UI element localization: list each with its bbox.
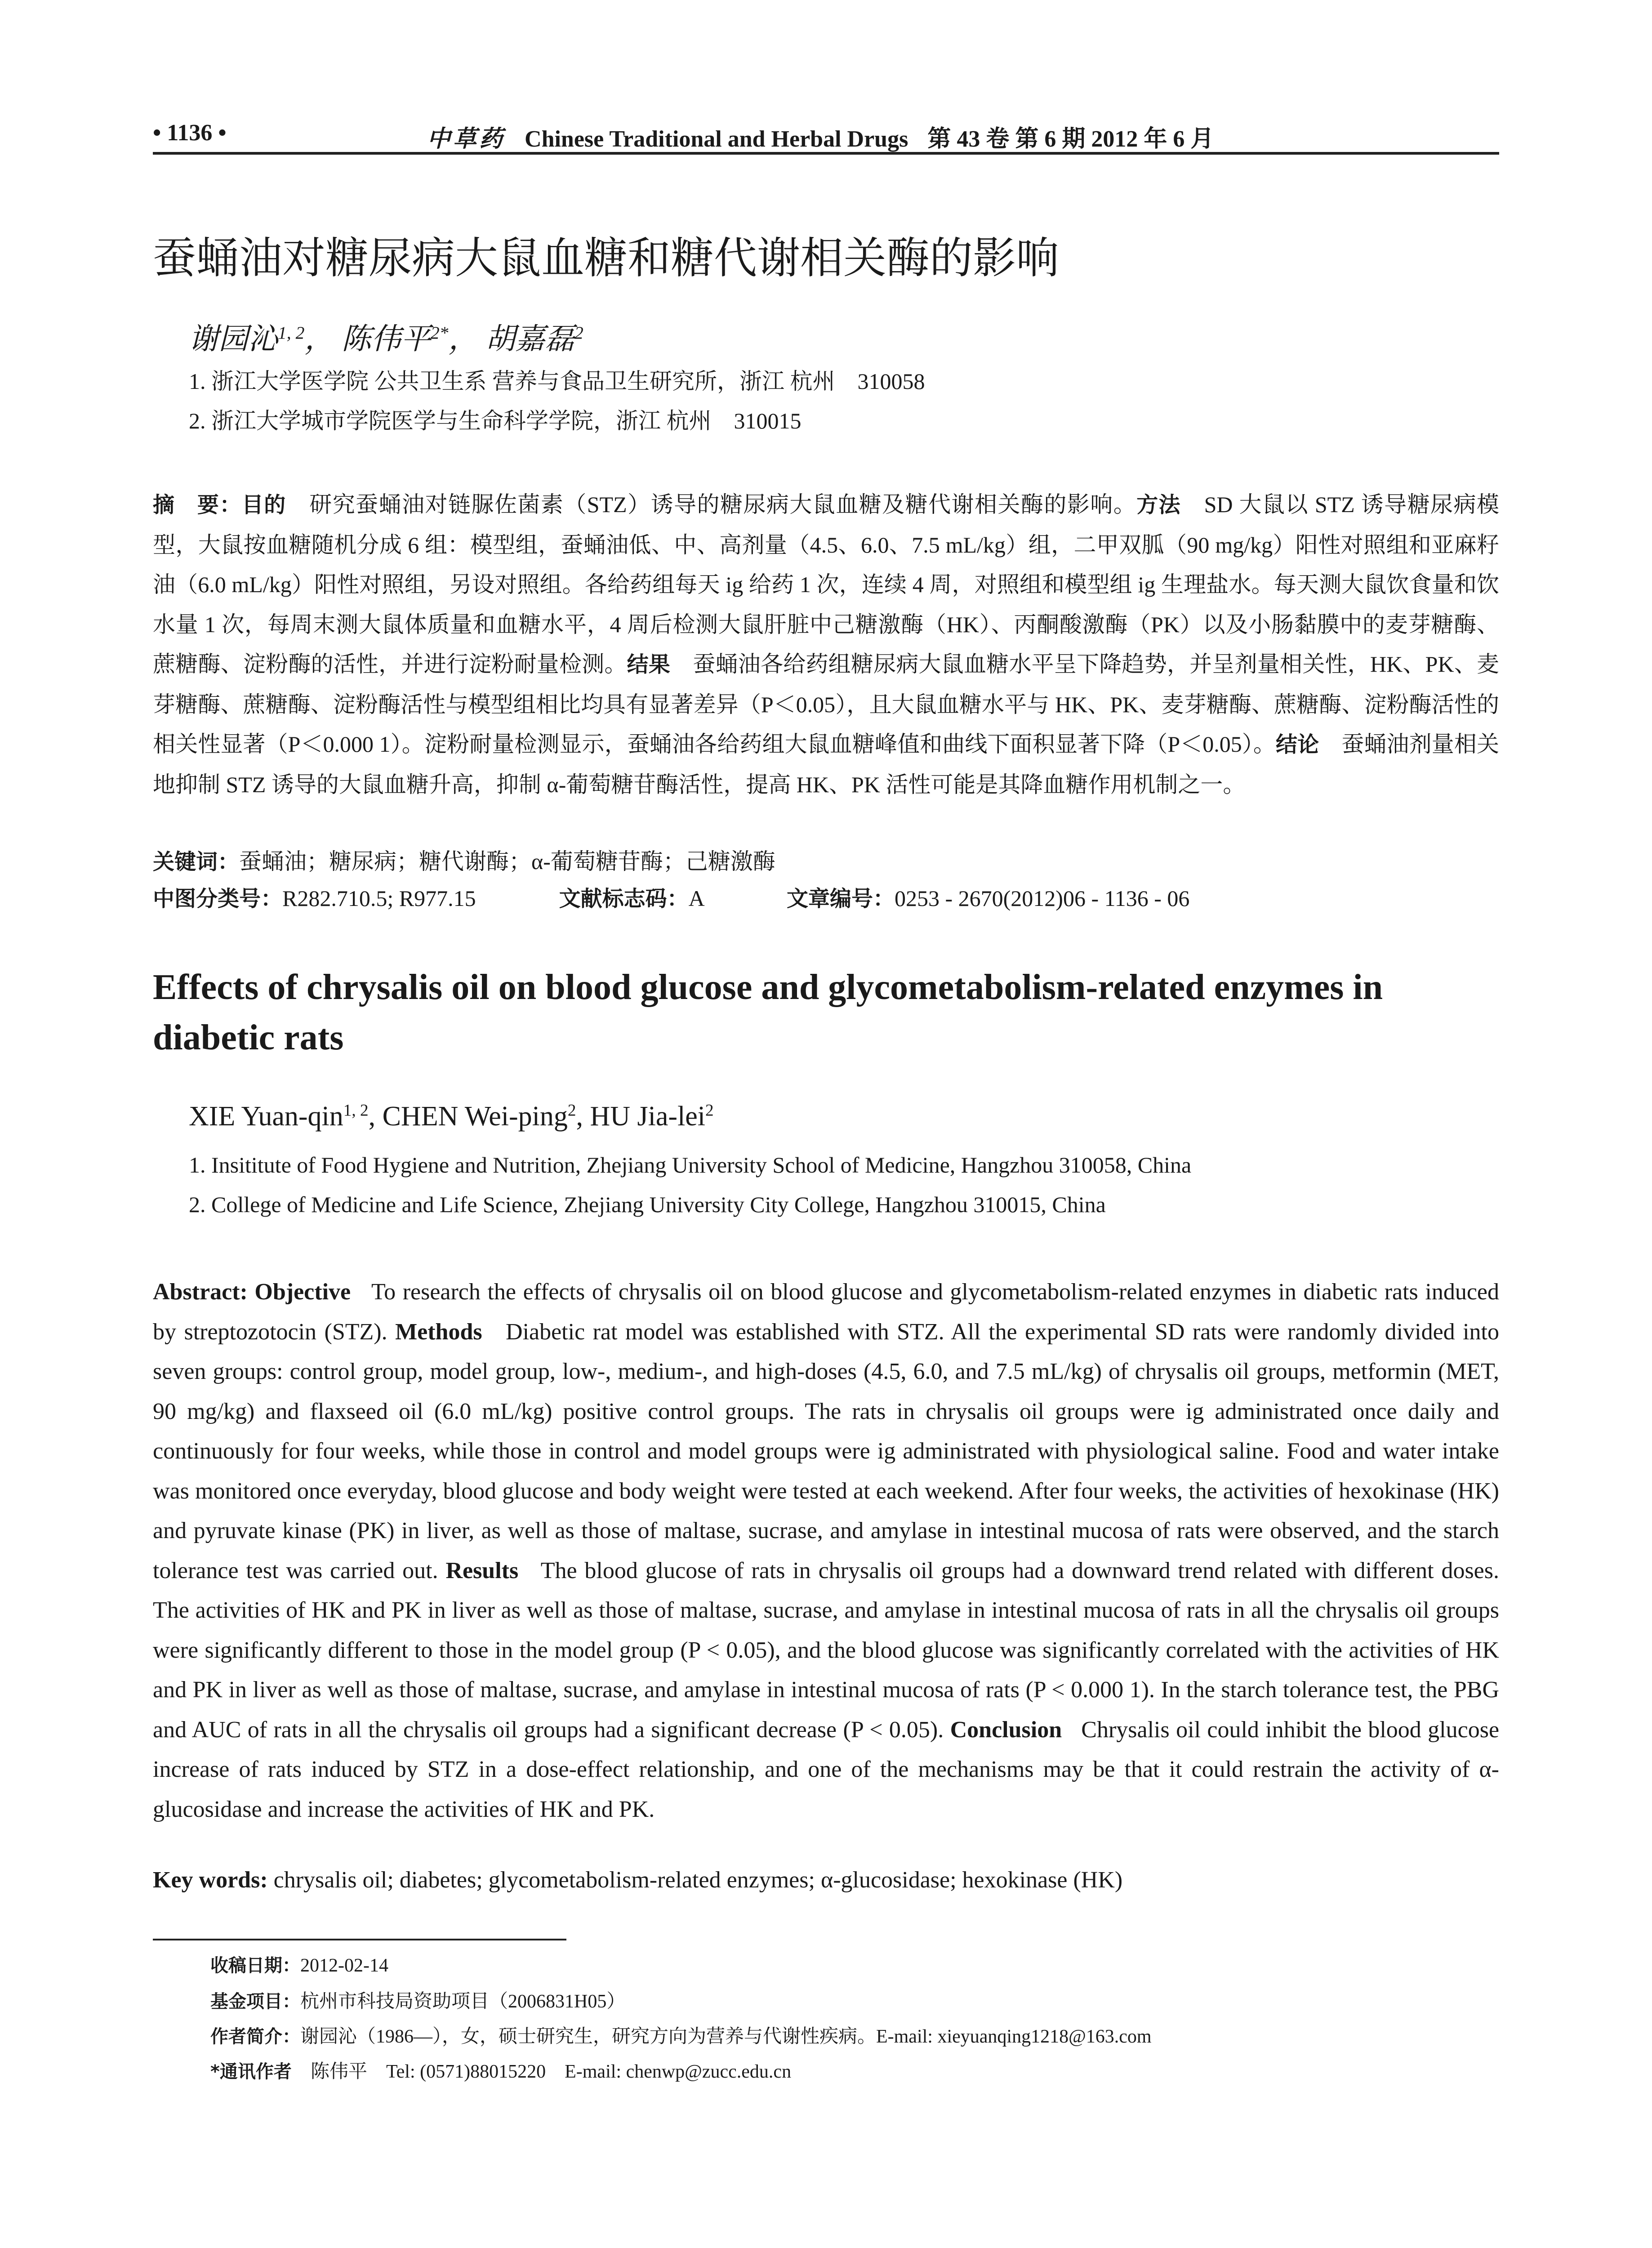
- author-3-cn: 胡嘉磊: [485, 323, 574, 356]
- results-cn-label: 结果: [627, 652, 671, 677]
- keywords-en-text: chrysalis oil; diabetes; glycometabolism-related enzymes; α-glucosidase; hexokinase (HK): [273, 1867, 1123, 1893]
- keywords-cn: [153, 842, 1499, 882]
- keywords-cn-text: 蚕蛹油；糖尿病；糖代谢酶；α-葡萄糖苷酶；己糖激酶: [239, 849, 775, 874]
- authors-cn: 谢园沁$^{1, 2}$， 陈伟平$^{2*}$， 胡嘉磊$^2$: [189, 323, 583, 356]
- doc-code-label: 文献标志码：: [559, 886, 689, 911]
- methods-cn: SD 大鼠以 STZ 诱导糖尿病模型，大鼠按血糖随机分成 6 组：模型组，蚕蛹油低、中、高剂量（4.5、6.0、7.5 mL/kg）组，二甲双胍（90 mg/kg）阳性对照组和亚麻籽油（6.0 mL/kg）阳性对照组，另设对照组。各给药组每天 ig 给药 1 次，连续 4 周，对照组和模型组 ig 生理盐水。每天测大鼠饮食量和饮水量 1 次，每周末测大鼠体质量和血糖水平，4 周后检测大鼠肝脏中己糖激酶（HK）、丙酮酸激酶（PK）以及小肠黏膜中的麦芽糖酶、蔗糖酶、淀粉酶的活性，并进行淀粉耐量检测。: [153, 492, 1499, 677]
- abstract-en-label: Abstract:: [153, 1279, 255, 1305]
- results-en-label: Results: [445, 1557, 519, 1583]
- title-en: Effects of chrysalis oil on blood glucose and glycometabolism-related enzymes in diabetic rats: [153, 968, 1383, 1057]
- clc-label: 中图分类号：: [153, 886, 283, 911]
- author-3-cn-sup: 2: [574, 323, 583, 343]
- keywords-en: [153, 1867, 1122, 1893]
- objective-en: To research the effects of chrysalis oil on blood glucose and glycometabolism-related enzymes in diabetic rats induced by streptozotocin (STZ).: [153, 1279, 1499, 1345]
- journal-name-en: Chinese Traditional and Herbal Drugs: [525, 126, 908, 152]
- objective-cn: 研究蚕蛹油对链脲佐菌素（STZ）诱导的糖尿病大鼠血糖及糖代谢相关酶的影响。: [309, 492, 1137, 517]
- results-cn: 蚕蛹油各给药组糖尿病大鼠血糖水平呈下降趋势，并呈剂量相关性，HK、PK、麦芽糖酶、蔗糖酶、淀粉酶活性与模型组相比均具有显著差异（P＜0.05），且大鼠血糖水平与 HK、PK、麦芽糖酶、蔗糖酶、淀粉酶活性的相关性显著（P＜0.000 1）。淀粉耐量检测显示，蚕蛹油各给药组大鼠血糖峰值和曲线下面积显著下降（P＜0.05）。: [153, 651, 1500, 757]
- keywords-cn-label: 关键词：: [153, 849, 240, 874]
- bio-label: 作者简介：: [210, 2026, 300, 2047]
- fund-label: 基金项目：: [210, 1991, 300, 2012]
- conclusion-cn-label: 结论: [1276, 732, 1319, 757]
- issue-info: 第 43 卷 第 6 期 2012 年 6 月: [927, 126, 1214, 152]
- author-1-en: XIE Yuan-qin: [189, 1101, 343, 1132]
- article-id-value: 0253 - 2670(2012)06 - 1136 - 06: [895, 886, 1190, 911]
- abstract-cn-label: 摘 要：: [153, 492, 242, 517]
- footnote-rule: [153, 1939, 566, 1940]
- doc-code-value: A: [688, 886, 704, 911]
- journal-name-cn: 中草药: [427, 126, 506, 152]
- authors-en: XIE Yuan-qin$^{1, 2}$, CHEN Wei-ping$^2$, HU Jia-lei$^2$: [189, 1101, 714, 1132]
- corresponding-text: 陈伟平 Tel: (0571)88015220 E-mail: chenwp@zucc.edu.cn: [310, 2061, 792, 2082]
- article-id-label: 文章编号：: [786, 886, 895, 911]
- bio-text: 谢园沁（1986—），女，硕士研究生，研究方向为营养与代谢性疾病。E-mail: xieyuanqing1218@163.com: [300, 2026, 1152, 2047]
- conclusion-cn: 蚕蛹油剂量相关地抑制 STZ 诱导的大鼠血糖升高，抑制 α-葡萄糖苷酶活性，提高 HK、PK 活性可能是其降血糖作用机制之一。: [153, 731, 1499, 797]
- received-label: 收稿日期：: [210, 1955, 300, 1976]
- journal-name: [427, 120, 1214, 153]
- author-2-cn: 陈伟平: [341, 323, 431, 356]
- methods-cn-label: 方法: [1136, 492, 1181, 517]
- footnote-corresponding: [210, 2056, 791, 2083]
- fund-text: 杭州市科技局资助项目（2006831H05）: [300, 1991, 626, 2012]
- footnote-fund: [210, 1986, 625, 2013]
- abstract-en: [153, 1272, 1499, 1829]
- classification-line: [153, 881, 1189, 912]
- conclusion-en-label: Conclusion: [950, 1717, 1062, 1743]
- author-1-cn: 谢园沁: [189, 323, 278, 356]
- affiliation-en-2: 2. College of Medicine and Life Science, Zhejiang University City College, Hangzhou 310015, China: [189, 1192, 1106, 1217]
- affiliation-cn-2: 2. 浙江大学城市学院医学与生命科学学院，浙江 杭州 310015: [189, 408, 802, 433]
- page-number: • 1136 •: [153, 120, 227, 146]
- author-2-en: CHEN Wei-ping: [382, 1101, 568, 1132]
- corresponding-label: *通讯作者: [210, 2061, 292, 2082]
- author-3-en-sup: 2: [705, 1101, 714, 1120]
- received-date: 2012-02-14: [300, 1955, 388, 1976]
- author-1-en-sup: 1, 2: [343, 1101, 369, 1120]
- title-cn: 蚕蛹油对糖尿病大鼠血糖和糖代谢相关酶的影响: [153, 233, 1059, 283]
- clc-value: R282.710.5; R977.15: [282, 886, 476, 911]
- header-rule: [153, 152, 1499, 155]
- objective-en-label: Objective: [254, 1279, 351, 1305]
- abstract-cn: [153, 485, 1499, 804]
- conclusion-en: Chrysalis oil could inhibit the blood glucose increase of rats induced by STZ in a dose-effect relationship, and one of the mechanisms may be that it could restrain the activity of α-glucosidase and increase the activities of HK and PK.: [153, 1717, 1500, 1822]
- affiliation-en-1: 1. Insititute of Food Hygiene and Nutrition, Zhejiang University School of Medicine, Hangzhou 310058, China: [189, 1152, 1192, 1178]
- author-1-cn-sup: 1, 2: [278, 323, 305, 343]
- author-2-cn-sup: 2*: [430, 323, 449, 343]
- running-header: [153, 118, 1501, 154]
- objective-cn-label: 目的: [241, 492, 286, 517]
- keywords-en-label: Key words:: [153, 1867, 268, 1893]
- footnote-received: [210, 1951, 388, 1977]
- methods-en: Diabetic rat model was established with STZ. All the experimental SD rats were randomly divided into seven groups: control group, model group, low-, medium-, and high-doses (4.5, 6.0, and 7.5 mL/kg) of chrysalis oil groups, metformin (MET, 90 mg/kg) and flaxseed oil (6.0 mL/kg) positive control groups. The rats in chrysalis oil groups were ig administrated once daily and continuously for four weeks, while those in control and model groups were ig administrated with physiological saline. Food and water intake was monitored once everyday, blood glucose and body weight were tested at each weekend. After four weeks, the activities of hexokinase (HK) and pyruvate kinase (PK) in liver, as well as those of maltase, sucrase, and amylase in intestinal mucosa of rats were observed, and the starch tolerance test was carried out.: [153, 1319, 1500, 1583]
- methods-en-label: Methods: [395, 1319, 482, 1345]
- author-2-en-sup: 2: [567, 1101, 576, 1120]
- affiliation-cn-1: 1. 浙江大学医学院 公共卫生系 营养与食品卫生研究所，浙江 杭州 310058: [189, 369, 925, 394]
- results-en: The blood glucose of rats in chrysalis oil groups had a downward trend related with different doses. The activities of HK and PK in liver as well as those of maltase, sucrase, and amylase in intestinal mucosa of rats in all the chrysalis oil groups were significantly different to those in the model group (P < 0.05), and the blood glucose was significantly correlated with the activities of HK and PK in liver as well as those of maltase, sucrase, and amylase in intestinal mucosa of rats (P < 0.000 1). In the starch tolerance test, the PBG and AUC of rats in all the chrysalis oil groups had a significant decrease (P < 0.05).: [153, 1557, 1499, 1743]
- author-3-en: HU Jia-lei: [590, 1101, 706, 1132]
- footnote-bio: [210, 2021, 1152, 2048]
